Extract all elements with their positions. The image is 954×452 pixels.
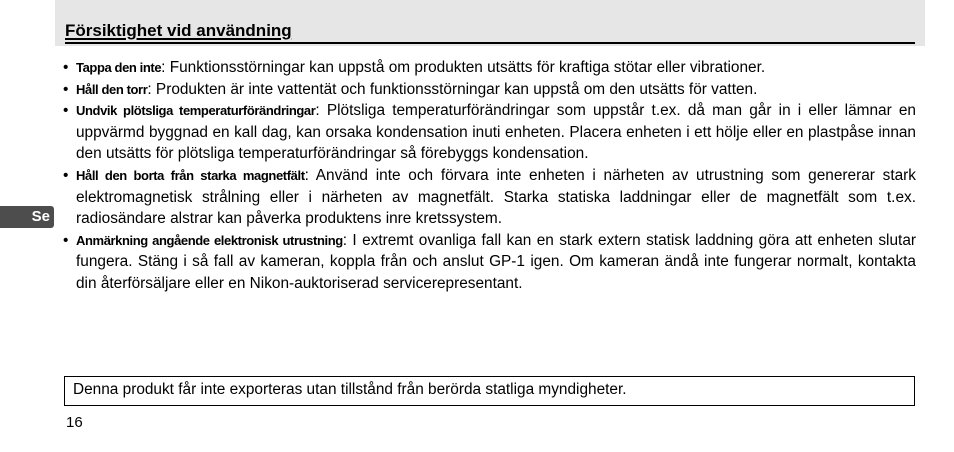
list-item-dry <box>62 79 916 101</box>
list-item-electronic <box>62 230 916 295</box>
section-title: Försiktighet vid användning <box>65 20 915 44</box>
list-item-magnetic <box>62 165 916 230</box>
item-title: Tappa den inte <box>76 60 162 75</box>
list-item-drop <box>62 57 916 79</box>
item-title: Undvik plötsliga temperaturförändringar <box>76 103 316 119</box>
item-title: Anmärkning angående elektronisk utrustning <box>76 232 343 248</box>
bullet-icon: • <box>63 102 69 120</box>
bullet-icon: • <box>63 59 69 76</box>
bullet-icon: • <box>63 231 69 249</box>
item-text: : I extremt ovanliga fall kan en stark extern statisk laddning göra att enheten slutar fungera. Stäng i så fall av kameran, koppla från och anslut GP-1 igen. Om kameran ändå inte fungerar normalt, kontakta din återförsäljare eller en Nikon-auktoriserad servicerepresentant. <box>76 231 916 292</box>
bullet-icon: • <box>63 80 69 98</box>
precaution-list <box>62 57 916 295</box>
item-text: : Funktionsstörningar kan uppstå om produkten utsätts för kraftiga stötar eller vibrationer. <box>161 59 766 76</box>
language-tab: Se <box>0 206 54 228</box>
export-notice <box>64 376 915 406</box>
item-text: : Plötsliga temperaturförändringar som uppstår t.ex. då man går in i eller lämnar en uppvärmd byggnad en kall dag, kan orsaka kondensation inuti enheten. Placera enheten i ett hölje eller en plastpåse innan den utsätts för plötsliga temperaturförändringar så förebyggs kondensation. <box>76 102 916 163</box>
item-title: Håll den torr <box>76 81 148 97</box>
item-text: : Produkten är inte vattentät och funktionsstörningar kan uppstå om den utsätts för vatten. <box>147 80 758 98</box>
item-text: : Använd inte och förvara inte enheten i närheten av utrustning som genererar stark elektromagnetisk strålning eller i närheten av magnetfält. Starka statiska laddningar eller de magnetfält som t.ex. radiosändare alstrar kan påverka produktens inre kretssystem. <box>76 166 917 228</box>
item-title: Håll den borta från starka magnetfält <box>76 167 305 183</box>
bullet-icon: • <box>63 166 69 184</box>
export-notice-text: Denna produkt får inte exporteras utan tillstånd från berörda statliga myndigheter. <box>73 381 627 398</box>
list-item-temperature <box>62 100 916 165</box>
page-number: 16 <box>66 414 83 431</box>
